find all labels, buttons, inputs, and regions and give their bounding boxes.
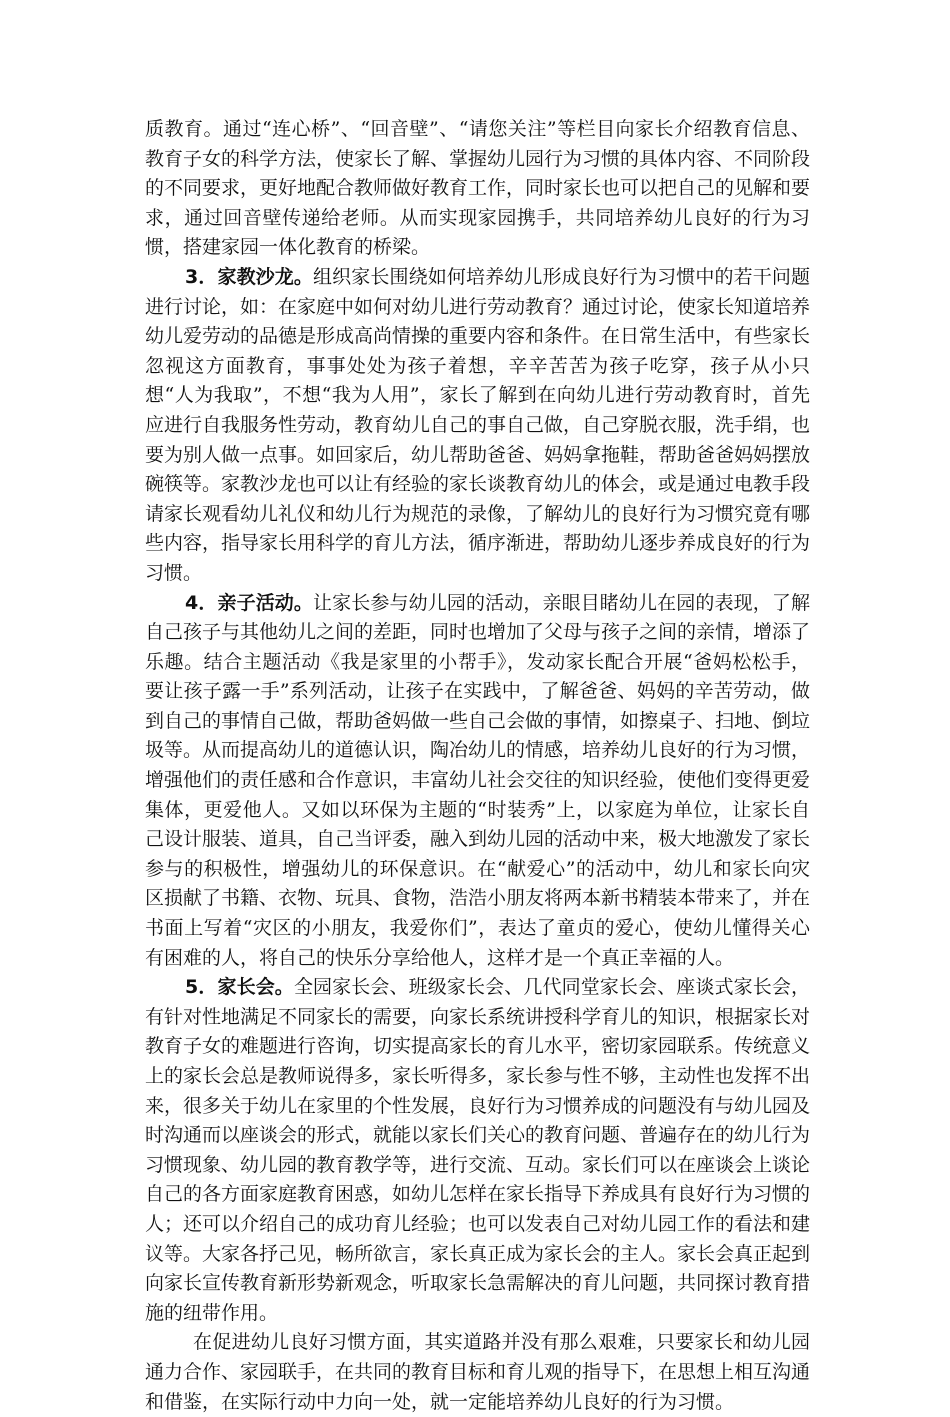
paragraph-text: 质教育。通过“连心桥”、“回音壁”、“请您关注”等栏目向家长介绍教育信息、教育子女的科学方法，使家长了解、掌握幼儿园行为习惯的具体内容、不同阶段的不同要求，更好地配合教师做好教育工作，同时家长也可以把自己的见解和要求，通过回音壁传递给老师。从而实现家园携手，共同培养幼儿良好的行为习惯，搭建家园一体化教育的桥梁。 [145,118,811,259]
section-heading-family-salon: 3．家教沙龙。 [185,265,314,288]
section-heading-parents-meeting: 5．家长会。 [185,976,294,999]
paragraph-intro-continuation [145,115,810,263]
paragraph-conclusion [145,1328,810,1417]
paragraph-parents-meeting [145,973,810,1328]
document-page [145,115,810,1417]
paragraph-text: 在促进幼儿良好习惯方面，其实道路并没有那么艰难，只要家长和幼儿园通力合作、家园联手，在共同的教育目标和育儿观的指导下，在思想上相互沟通和借鉴，在实际行动中力向一处，就一定能培养幼儿良好的行为习惯。 [145,1331,811,1413]
paragraph-text: 让家长参与幼儿园的活动，亲眼目睹幼儿在园的表现，了解自己孩子与其他幼儿之间的差距，同时也增加了父母与孩子之间的亲情，增添了乐趣。结合主题活动《我是家里的小帮手》，发动家长配合开展“爸妈松松手，要让孩子露一手”系列活动，让孩子在实践中，了解爸爸、妈妈的辛苦劳动，做到自己的事情自己做，帮助爸妈做一些自己会做的事情，如擦桌子、扫地、倒垃圾等。从而提高幼儿的道德认识，陶冶幼儿的情感，培养幼儿良好的行为习惯，增强他们的责任感和合作意识，丰富幼儿社会交往的知识经验，使他们变得更爱集体，更爱他人。又如以环保为主题的“时装秀”上，以家庭为单位，让家长自己设计服装、道具，自己当评委，融入到幼儿园的活动中来，极大地激发了家长参与的积极性，增强幼儿的环保意识。在“献爱心”的活动中，幼儿和家长向灾区损献了书籍、衣物、玩具、食物，浩浩小朋友将两本新书精装本带来了，并在书面上写着“灾区的小朋友，我爱你们”，表达了童贞的爱心，使幼儿懂得关心有困难的人，将自己的快乐分享给他人，这样才是一个真正幸福的人。 [145,591,811,969]
paragraph-parent-child-activity [145,589,810,974]
section-heading-parent-child-activity: 4．亲子活动。 [185,591,314,614]
paragraph-text: 组织家长围绕如何培养幼儿形成良好行为习惯中的若干问题进行讨论，如：在家庭中如何对幼儿进行劳动教育？通过讨论，使家长知道培养幼儿爱劳动的品德是形成高尚情操的重要内容和条件。在日常生活中，有些家长忽视这方面教育，事事处处为孩子着想，辛辛苦苦为孩子吃穿，孩子从小只想“人为我取”，不想“我为人用”，家长了解到在向幼儿进行劳动教育时，首先应进行自我服务性劳动，教育幼儿自己的事自己做，自己穿脱衣服，洗手绢，也要为别人做一点事。如回家后，幼儿帮助爸爸、妈妈拿拖鞋，帮助爸爸妈妈摆放碗筷等。家教沙龙也可以让有经验的家长谈教育幼儿的体会，或是通过电教手段请家长观看幼儿礼仪和幼儿行为规范的录像，了解幼儿的良好行为习惯究竟有哪些内容，指导家长用科学的育儿方法，循序渐进，帮助幼儿逐步养成良好的行为习惯。 [145,265,811,584]
paragraph-text: 全园家长会、班级家长会、几代同堂家长会、座谈式家长会，有针对性地满足不同家长的需要，向家长系统讲授科学育儿的知识，根据家长对教育子女的难题进行咨询，切实提高家长的育儿水平，密切家园联系。传统意义上的家长会总是教师说得多，家长听得多，家长参与性不够，主动性也发挥不出来，很多关于幼儿在家里的个性发展，良好行为习惯养成的问题没有与幼儿园及时沟通而以座谈会的形式，就能以家长们关心的教育问题、普遍存在的幼儿行为习惯现象、幼儿园的教育教学等，进行交流、互动。家长们可以在座谈会上谈论自己的各方面家庭教育困惑，如幼儿怎样在家长指导下养成具有良好行为习惯的人；还可以介绍自己的成功育儿经验；也可以发表自己对幼儿园工作的看法和建议等。大家各抒己见，畅所欲言，家长真正成为家长会的主人。家长会真正起到向家长宣传教育新形势新观念，听取家长急需解决的育儿问题，共同探讨教育措施的纽带作用。 [145,976,811,1324]
paragraph-family-salon [145,263,810,589]
